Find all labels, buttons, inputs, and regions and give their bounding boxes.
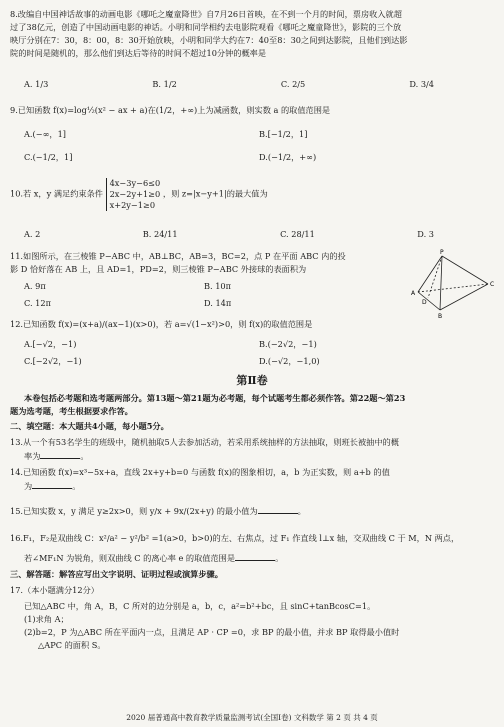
q17-title: 17.（本小题满分12分） — [10, 585, 99, 595]
fill-in-header: 二、填空题：本大题共4小题，每小题5分。 — [10, 421, 169, 431]
q8-option-a: A. 1/3 — [24, 79, 49, 89]
q13-line: 率为 。 — [24, 451, 89, 461]
q10-stem-post: ，则 z=|x−y+1|的最大值为 — [162, 188, 268, 199]
edge-pc — [442, 256, 488, 284]
q12-option-d: D.(−√2，−1,0) — [259, 356, 320, 366]
question-13 — [10, 436, 494, 463]
question-9 — [10, 104, 494, 117]
q9-options — [10, 128, 494, 164]
question-16 — [10, 532, 494, 565]
label-d: D — [422, 299, 427, 306]
q12-option-c: C.[−2√2，−1) — [24, 356, 82, 366]
edge-pd — [428, 256, 442, 298]
q14-line-text: 为 — [24, 481, 33, 491]
label-c: C — [490, 281, 495, 288]
q8-line: 8.改编自中国神话故事的动画电影《哪吒之魔童降世》自7月26日首映，在不到一个月的时间，票房收入就超 — [10, 9, 402, 19]
q17-line: (1)求角 A； — [24, 614, 69, 624]
q9-option-b: B.[−1/2，1] — [259, 129, 308, 139]
q10-stem-pre: 10.若 x，y 满足约束条件 — [10, 188, 103, 199]
q17-line: (2)b=2，P 为△ABC 所在平面内一点，且满足 AP · CP =0，求 BP 的最小值，并求 BP 取得最小值时 — [24, 627, 400, 637]
answer-blank — [40, 449, 80, 459]
q16-line-text: 若∠MF₁N 为锐角，则双曲线 C 的离心率 e 的取值范围是 — [24, 553, 236, 563]
q16-line: 若∠MF₁N 为锐角，则双曲线 C 的离心率 e 的取值范围是 。 — [24, 553, 284, 563]
question-8 — [10, 8, 494, 60]
q10-constraint: 4x−3y−6≤0 — [109, 178, 161, 188]
q12-options — [10, 338, 494, 368]
question-10 — [10, 178, 494, 211]
q11-option-d: D. 14π — [204, 298, 232, 308]
q11-line: 影 D 恰好落在 AB 上，且 AD=1，PD=2，则三棱锥 P−ABC 外接球的表面积为 — [10, 264, 307, 274]
question-17 — [10, 584, 494, 652]
q12-option-b: B.(−2√2，−1) — [259, 339, 317, 349]
q14-line: 14.已知函数 f(x)=x³−5x+a，直线 2x+y+b=0 与函数 f(x)的图象相切，a，b 为正实数，则 a+b 的值 — [10, 467, 390, 477]
q17-line: 已知△ABC 中，角 A，B，C 所对的边分别是 a，b，c，a²=b²+bc，且 sinC+tanBcosC=1。 — [24, 601, 376, 611]
q9-stem: 9.已知函数 f(x)=log½(x² − ax + a)在(1/2，+∞)上为减函数，则实数 a 的取值范围是 — [10, 105, 331, 115]
q8-option-b: B. 1/2 — [152, 79, 177, 89]
part2-intro-line: 题为选考题，考生根据要求作答。 — [10, 406, 133, 416]
q16-line: 16.F₁，F₂是双曲线 C：x²/a² − y²/b² =1(a>0，b>0)的左、右焦点，过 F₁ 作直线 l⊥x 轴，交双曲线 C 于 M，N 两点， — [10, 533, 460, 543]
tetrahedron-figure — [410, 248, 498, 320]
q10-constraint-system — [106, 178, 161, 211]
q8-line: 映厅分别在7：30，8：00，8：30开始放映，小明和同学大约在7：40至8：30之间到达影院，且他们到达影 — [10, 35, 408, 45]
q11-option-b: B. 10π — [204, 281, 232, 291]
q10-option-a: A. 2 — [24, 229, 41, 239]
label-b: B — [438, 313, 443, 320]
part2-intro-line: 本卷包括必考题和选考题两部分。第13题～第21题为必考题，每个试题考生都必须作答。第22题～第23 — [24, 393, 406, 403]
q10-option-d: D. 3 — [417, 229, 434, 239]
q14-line: 为 。 — [24, 481, 81, 491]
answer-blank — [235, 551, 275, 561]
q11-options — [10, 280, 384, 310]
part2-title: 第Ⅱ卷 — [236, 374, 268, 387]
part2-intro — [10, 392, 494, 418]
q10-constraint: x+2y−1≥0 — [109, 200, 156, 210]
edge-ac — [418, 284, 488, 292]
edge-pa — [418, 256, 442, 292]
q15-line-text: 15.已知实数 x，y 满足 y≥2x>0，则 y/x + 9x/(2x+y) 的最小值为 — [10, 506, 258, 516]
q11-option-a: A. 9π — [24, 281, 46, 291]
q11-option-c: C. 12π — [24, 298, 51, 308]
solve-header: 三、解答题：解答应写出文字说明、证明过程或演算步骤。 — [10, 569, 223, 579]
q9-option-d: D.(−1/2，+∞) — [259, 152, 317, 162]
label-a: A — [411, 290, 416, 297]
question-12 — [10, 318, 494, 331]
q11-line: 11.如图所示，在三棱锥 P−ABC 中，AB⊥BC，AB=3，BC=2，点 P 在平面 ABC 内的投 — [10, 251, 346, 261]
answer-blank — [32, 479, 72, 489]
q13-line: 13.从一个有53名学生的班级中，随机抽取5人去参加活动，若采用系统抽样的方法抽取，则班长被抽中的概 — [10, 437, 399, 447]
edge-bc — [440, 284, 488, 310]
q8-option-c: C. 2/5 — [280, 79, 306, 89]
q9-option-c: C.(−1/2，1] — [24, 152, 73, 162]
q8-options — [10, 78, 494, 91]
edge-pb — [440, 256, 442, 310]
question-15 — [10, 504, 494, 518]
q10-option-c: C. 28/11 — [280, 229, 315, 239]
q10-option-b: B. 24/11 — [142, 229, 178, 239]
q10-options — [10, 228, 494, 241]
q12-stem: 12.已知函数 f(x)=(x+a)/(ax−1)(x>0)，若 a=√(1−x²)>0，则 f(x)的取值范围是 — [10, 319, 313, 329]
q12-option-a: A.[−√2，−1) — [24, 339, 77, 349]
q13-line-text: 率为 — [24, 451, 41, 461]
q9-option-a: A.(−∞，1] — [24, 129, 66, 139]
q17-line: △APC 的面积 S。 — [38, 640, 106, 650]
q10-constraint: 2x−2y+1≥0 — [109, 189, 161, 199]
q8-line: 过了38亿元，创造了中国动画电影的神话。小明和同学相约去电影院观看《哪吒之魔童降世》，影院的三个放 — [10, 22, 402, 32]
question-11 — [10, 250, 414, 276]
page-footer: 2020 届普通高中教育教学质量监测考试(全国Ⅰ卷) 文科数学 第 2 页 共 4 页 — [126, 713, 378, 722]
answer-blank — [258, 504, 298, 514]
q8-option-d: D. 3/4 — [409, 79, 434, 89]
q8-line: 院的时间是随机的，那么他们到达后等待的时间不超过10分钟的概率是 — [10, 48, 267, 58]
question-14 — [10, 466, 494, 493]
label-p: P — [440, 249, 444, 256]
q15-line: 15.已知实数 x，y 满足 y≥2x>0，则 y/x + 9x/(2x+y) 的最小值为 。 — [10, 506, 306, 516]
